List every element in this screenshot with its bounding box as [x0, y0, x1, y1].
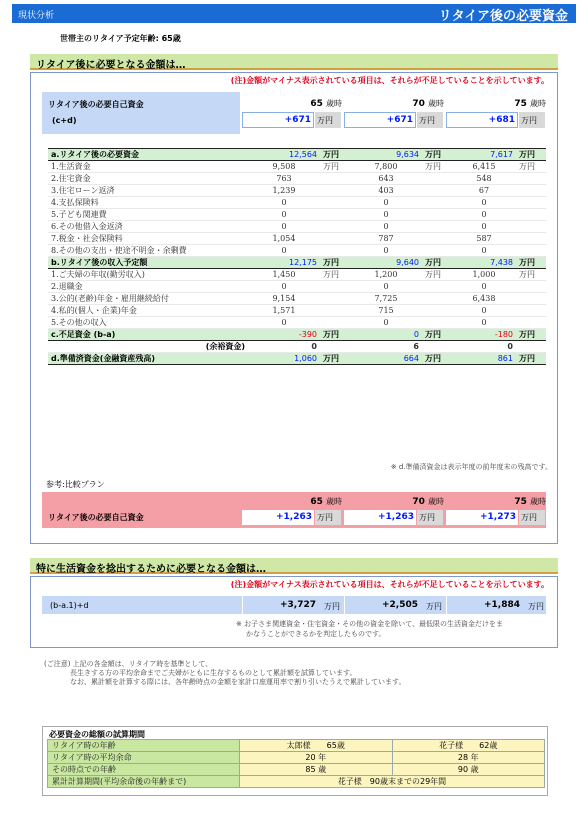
table-row [48, 209, 546, 221]
summary-value-3: +681 [446, 112, 518, 128]
row-unit [516, 209, 546, 221]
row-label: 4.支払保険料 [48, 197, 248, 209]
row-unit: 万円 [516, 161, 546, 173]
row-value: 6 [350, 341, 422, 353]
row-value: 0 [350, 209, 422, 221]
row-label: 2.退職金 [48, 281, 248, 293]
compare-col-3 [446, 492, 548, 528]
summary-age-3: 75 [514, 99, 527, 109]
row-value: -180 [452, 329, 516, 341]
row-value: 0 [452, 209, 516, 221]
row-value: 0 [452, 245, 516, 257]
row-unit: 万円 [320, 161, 350, 173]
row-value: 0 [248, 317, 320, 329]
row-value: -390 [248, 329, 320, 341]
row-unit [320, 233, 350, 245]
section2-title: 特に生活資金を捻出するために必要となる金額は… [30, 558, 558, 574]
row-unit: 万円 [320, 149, 350, 161]
row-value: 1,200 [350, 269, 422, 281]
required-self-fund-summary [42, 92, 546, 134]
row-value: 0 [452, 281, 516, 293]
summary-col-2 [344, 92, 446, 134]
section1-warning: (注)金額がマイナス表示されている項目は、それらが不足していることを示しています。 [230, 76, 549, 85]
row-value: 0 [452, 317, 516, 329]
caution-line3: なお、累計額を計算する際には、各年齢時点の金額を家計口座運用率で割り引いたうえで累計しています。 [70, 678, 406, 686]
compare-age-unit-2: 歳時 [428, 497, 444, 506]
row-unit [422, 305, 452, 317]
row-value: 9,640 [350, 257, 422, 269]
table-row [48, 293, 546, 305]
row-value: 403 [350, 185, 422, 197]
table-row [48, 245, 546, 257]
compare-col-1 [242, 492, 344, 528]
row-unit [516, 173, 546, 185]
row-unit [422, 221, 452, 233]
row-unit [422, 173, 452, 185]
row-unit [422, 185, 452, 197]
row-unit [516, 197, 546, 209]
row-label: 1.生活資金 [48, 161, 248, 173]
row-unit [516, 341, 546, 353]
row-value: 6,438 [452, 293, 516, 305]
term-label: リタイア時の年齢 [48, 740, 240, 752]
row-unit [516, 221, 546, 233]
row-unit: 万円 [516, 269, 546, 281]
row-label: 5.子ども関連費 [48, 209, 248, 221]
living-fund-value-3: +1,884 [483, 600, 520, 610]
row-unit: 万円 [422, 257, 452, 269]
header-section-label: 現状分析 [18, 11, 55, 21]
row-unit [422, 341, 452, 353]
row-label: 3.公的(老齢)年金・雇用継続給付 [48, 293, 248, 305]
summary-age-unit-3: 歳時 [530, 99, 546, 108]
term-row [48, 776, 545, 788]
term-row [48, 764, 545, 776]
table-section-row [48, 257, 546, 269]
term-label: リタイア時の平均余命 [48, 752, 240, 764]
term-value-2: 28 年 [392, 752, 545, 764]
row-label: 8.その他の支出・使途不明金・余剰費 [48, 245, 248, 257]
row-label: 2.住宅資金 [48, 173, 248, 185]
row-unit: 万円 [422, 329, 452, 341]
fund-breakdown-table [48, 148, 546, 365]
row-unit [422, 281, 452, 293]
row-unit [320, 245, 350, 257]
row-unit [320, 185, 350, 197]
row-value: 1,239 [248, 185, 320, 197]
table-row [48, 233, 546, 245]
row-label: b.リタイア後の収入予定額 [48, 257, 248, 269]
table-section-row [48, 149, 546, 161]
row-value: 12,175 [248, 257, 320, 269]
row-label: 1.ご夫婦の年収(勤労収入) [48, 269, 248, 281]
row-unit [516, 233, 546, 245]
summary-age-1: 65 [310, 99, 323, 109]
row-value: 643 [350, 173, 422, 185]
header-bar [12, 4, 576, 23]
reserve-footnote: ※ d.準備済資金は表示年度の前年度末の残高です。 [390, 463, 552, 471]
summary-unit-1: 万円 [315, 112, 341, 128]
term-table [47, 739, 545, 788]
compare-unit-1: 万円 [315, 510, 341, 525]
caution-note [44, 660, 405, 687]
term-value-1: 花子様 90歳末までの29年間 [240, 776, 545, 788]
compare-unit-3: 万円 [519, 510, 545, 525]
living-fund-note [236, 619, 552, 639]
row-unit [422, 245, 452, 257]
row-unit [422, 317, 452, 329]
row-value: 1,054 [248, 233, 320, 245]
row-value: 0 [350, 317, 422, 329]
row-value: 1,000 [452, 269, 516, 281]
summary-value-1: +671 [242, 112, 314, 128]
row-unit: 万円 [320, 353, 350, 365]
term-value-2: 花子様 62歳 [392, 740, 545, 752]
row-value: 0 [248, 245, 320, 257]
row-label: c.不足資金 (b-a) [48, 329, 248, 341]
row-unit [422, 197, 452, 209]
compare-age-unit-3: 歳時 [530, 497, 546, 506]
row-value: 0 [452, 341, 516, 353]
row-value: 67 [452, 185, 516, 197]
row-unit [422, 233, 452, 245]
table-row [48, 269, 546, 281]
living-fund-unit-1: 万円 [324, 602, 340, 611]
row-unit [320, 173, 350, 185]
row-unit: 万円 [422, 161, 452, 173]
row-value: 763 [248, 173, 320, 185]
table-section-row [48, 353, 546, 365]
row-label: 4.私的(個人・企業)年金 [48, 305, 248, 317]
row-unit: 万円 [320, 257, 350, 269]
table-section-row [48, 329, 546, 341]
section1-title: リタイア後に必要となる金額は… [30, 54, 558, 70]
row-unit [320, 221, 350, 233]
row-value: 0 [350, 281, 422, 293]
row-label: 3.住宅ローン返済 [48, 185, 248, 197]
row-unit: 万円 [516, 257, 546, 269]
retire-age-subtitle: 世帯主のリタイア予定年齢: 65歳 [60, 34, 181, 43]
summary-unit-2: 万円 [417, 112, 443, 128]
row-unit [422, 293, 452, 305]
row-value: 861 [452, 353, 516, 365]
living-fund-label: (b-a.1)+d [50, 601, 89, 610]
row-unit: 万円 [422, 353, 452, 365]
row-unit [516, 305, 546, 317]
term-label: 累計計算期間(平均余命後の年齢まで) [48, 776, 240, 788]
compare-age-3: 75 [514, 497, 527, 507]
table-row [48, 161, 546, 173]
table-row [48, 341, 546, 353]
row-value: 0 [350, 221, 422, 233]
row-label: (余裕資金) [48, 341, 248, 353]
section2-warning: (注)金額がマイナス表示されている項目は、それらが不足していることを示しています。 [230, 580, 549, 589]
row-unit: 万円 [320, 329, 350, 341]
term-box [42, 726, 548, 796]
row-unit [320, 293, 350, 305]
row-unit [516, 317, 546, 329]
row-value: 0 [452, 197, 516, 209]
summary-col-1 [242, 92, 344, 134]
row-value: 0 [248, 281, 320, 293]
compare-value-2: +1,263 [344, 510, 416, 525]
row-value: 0 [350, 329, 422, 341]
row-unit [320, 281, 350, 293]
compare-plan-row [42, 492, 546, 528]
term-value-1: 太郎様 65歳 [240, 740, 393, 752]
living-fund-unit-2: 万円 [426, 602, 442, 611]
living-fund-col-1 [242, 596, 344, 614]
compare-value-1: +1,263 [242, 510, 314, 525]
table-row [48, 305, 546, 317]
row-unit [422, 209, 452, 221]
summary-age-2: 70 [412, 99, 425, 109]
summary-label-line2: (c+d) [52, 116, 77, 125]
living-fund-note-line1: ※ お子さま関連資金・住宅資金・その他の資金を除いて、最低限の生活資金だけをま [236, 620, 503, 628]
summary-label [42, 92, 240, 134]
compare-caption: 参考:比較プラン [46, 480, 105, 489]
row-unit: 万円 [422, 149, 452, 161]
row-unit [320, 197, 350, 209]
row-unit: 万円 [320, 269, 350, 281]
compare-value-3: +1,273 [446, 510, 518, 525]
living-fund-col-2 [344, 596, 446, 614]
row-value: 0 [452, 305, 516, 317]
summary-col-3 [446, 92, 548, 134]
row-value: 7,617 [452, 149, 516, 161]
row-value: 0 [452, 221, 516, 233]
row-value: 12,564 [248, 149, 320, 161]
table-row [48, 281, 546, 293]
compare-unit-2: 万円 [417, 510, 443, 525]
row-value: 0 [248, 221, 320, 233]
row-value: 0 [248, 341, 320, 353]
row-value: 0 [248, 209, 320, 221]
row-label: a.リタイア後の必要資金 [48, 149, 248, 161]
row-label: 6.その他借入金返済 [48, 221, 248, 233]
row-value: 6,415 [452, 161, 516, 173]
compare-label: リタイア後の必要自己資金 [48, 513, 144, 522]
row-value: 1,450 [248, 269, 320, 281]
compare-age-unit-1: 歳時 [326, 497, 342, 506]
row-value: 9,154 [248, 293, 320, 305]
living-fund-row [42, 596, 546, 614]
living-fund-col-3 [446, 596, 548, 614]
caution-line1: (ご注意) 上記の各金額は、リタイア時を基準として、 [44, 660, 213, 668]
compare-age-1: 65 [310, 497, 323, 507]
row-unit [516, 293, 546, 305]
caution-line2: 長生きする方の平均余命までご夫婦がともに生存するものとして累計額を試算しています。 [70, 669, 357, 677]
row-value: 7,725 [350, 293, 422, 305]
row-unit [320, 341, 350, 353]
compare-age-2: 70 [412, 497, 425, 507]
row-value: 7,800 [350, 161, 422, 173]
table-row [48, 317, 546, 329]
row-value: 9,634 [350, 149, 422, 161]
summary-value-2: +671 [344, 112, 416, 128]
term-row [48, 752, 545, 764]
row-value: 9,508 [248, 161, 320, 173]
row-value: 0 [350, 245, 422, 257]
row-unit: 万円 [516, 329, 546, 341]
living-fund-unit-3: 万円 [528, 602, 544, 611]
summary-age-unit-2: 歳時 [428, 99, 444, 108]
summary-label-line1: リタイア後の必要自己資金 [48, 100, 144, 109]
living-fund-value-1: +3,727 [279, 600, 316, 610]
row-unit: 万円 [516, 353, 546, 365]
summary-age-unit-1: 歳時 [326, 99, 342, 108]
row-unit [516, 281, 546, 293]
row-label: d.準備済資金(金融資産残高) [48, 353, 248, 365]
compare-col-2 [344, 492, 446, 528]
table-row [48, 221, 546, 233]
term-label: その時点での年齢 [48, 764, 240, 776]
row-value: 548 [452, 173, 516, 185]
term-title: 必要資金の総額の試算期間 [49, 730, 145, 739]
summary-unit-3: 万円 [519, 112, 545, 128]
row-unit: 万円 [422, 269, 452, 281]
row-value: 0 [248, 197, 320, 209]
term-row [48, 740, 545, 752]
row-value: 7,438 [452, 257, 516, 269]
living-fund-note-line2: かなうことができるかを判定したものです。 [246, 630, 386, 638]
table-row [48, 197, 546, 209]
row-unit [516, 245, 546, 257]
row-label: 5.その他の収入 [48, 317, 248, 329]
term-value-1: 20 年 [240, 752, 393, 764]
table-row [48, 185, 546, 197]
row-unit [320, 305, 350, 317]
row-value: 664 [350, 353, 422, 365]
row-value: 1,060 [248, 353, 320, 365]
term-value-2: 90 歳 [392, 764, 545, 776]
row-unit [320, 209, 350, 221]
row-value: 715 [350, 305, 422, 317]
row-unit [516, 185, 546, 197]
page-title: リタイア後の必要資金 [438, 9, 568, 24]
row-unit: 万円 [516, 149, 546, 161]
living-fund-value-2: +2,505 [381, 600, 418, 610]
row-unit [320, 317, 350, 329]
row-value: 0 [350, 197, 422, 209]
term-value-1: 85 歳 [240, 764, 393, 776]
row-value: 787 [350, 233, 422, 245]
table-row [48, 173, 546, 185]
row-value: 587 [452, 233, 516, 245]
row-label: 7.税金・社会保険料 [48, 233, 248, 245]
row-value: 1,571 [248, 305, 320, 317]
